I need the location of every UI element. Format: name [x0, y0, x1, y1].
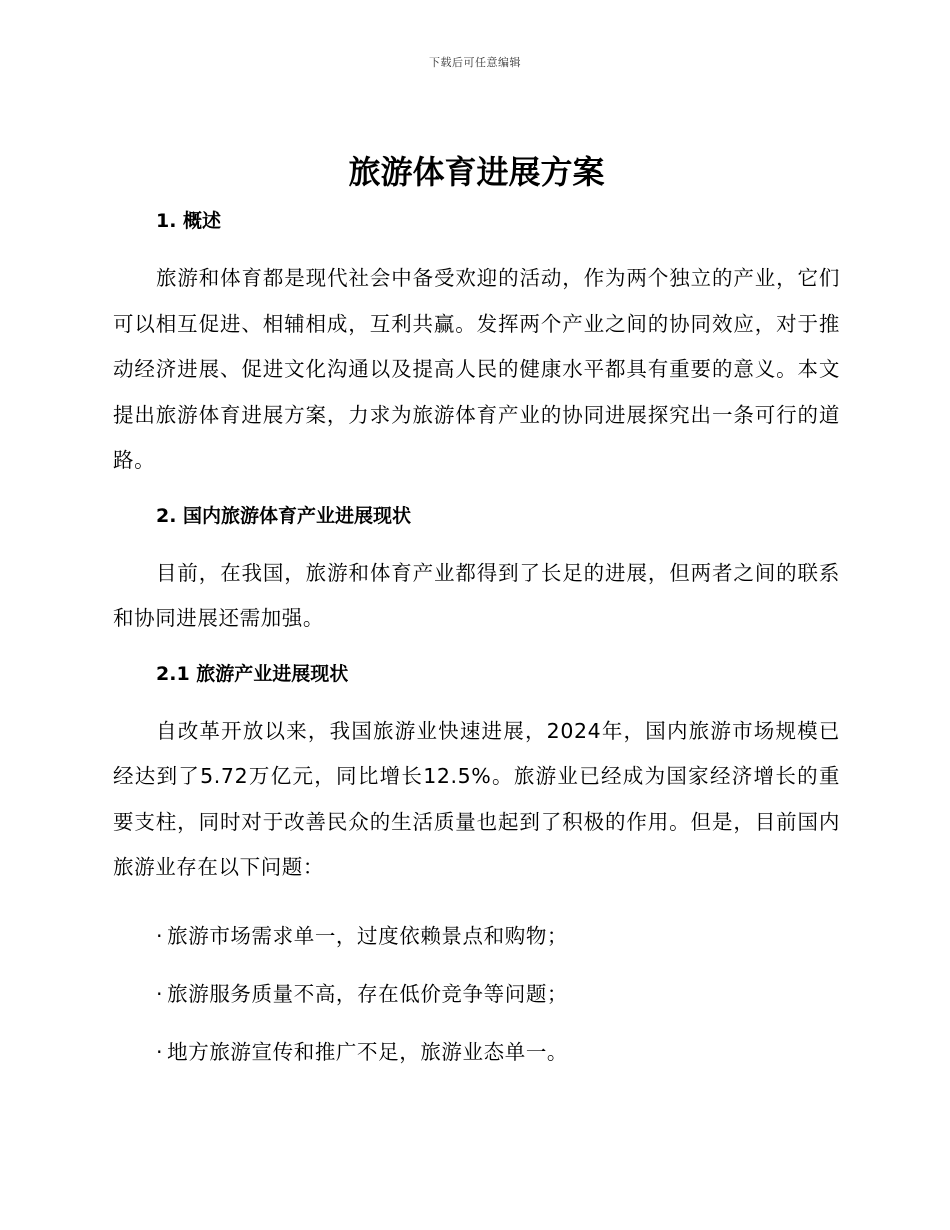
bullet-dot: · [156, 923, 164, 948]
page-header-note: 下载后可任意编辑 [429, 56, 521, 69]
document-body [113, 148, 840, 1067]
bullet-item [113, 979, 840, 1009]
bullet-text: 地方旅游宣传和推广不足，旅游业态单一。 [167, 1039, 569, 1064]
section-heading-tourism-status: 2.1 旅游产业进展现状 [156, 662, 349, 685]
paragraph-domestic-status: 目前，在我国，旅游和体育产业都得到了长足的进展，但两者之间的联系和协同进展还需加强。 [113, 560, 840, 630]
bullet-text: 旅游市场需求单一，过度依赖景点和购物； [167, 923, 569, 948]
document-title: 旅游体育进展方案 [348, 153, 605, 191]
bullet-dot: · [156, 1039, 164, 1064]
section-heading-overview: 1. 概述 [156, 210, 222, 232]
bullet-dot: · [156, 981, 164, 1006]
bullet-item [113, 921, 840, 951]
section-heading-domestic-status: 2. 国内旅游体育产业进展现状 [156, 504, 412, 527]
bullet-item [113, 1037, 840, 1067]
paragraph-overview: 旅游和体育都是现代社会中备受欢迎的活动，作为两个独立的产业，它们可以相互促进、相辅相成，互利共赢。发挥两个产业之间的协同效应，对于推动经济进展、促进文化沟通以及提高人民的健康水平都具有重要的意义。本文提出旅游体育进展方案，力求为旅游体育产业的协同进展探究出一条可行的道路。 [113, 266, 840, 472]
bullet-text: 旅游服务质量不高，存在低价竞争等问题； [167, 981, 569, 1006]
paragraph-tourism-status: 自改革开放以来，我国旅游业快速进展，2024年，国内旅游市场规模已经达到了5.72万亿元，同比增长12.5%。旅游业已经成为国家经济增长的重要支柱，同时对于改善民众的生活质量也起到了积极的作用。但是，目前国内旅游业存在以下问题： [113, 718, 840, 879]
